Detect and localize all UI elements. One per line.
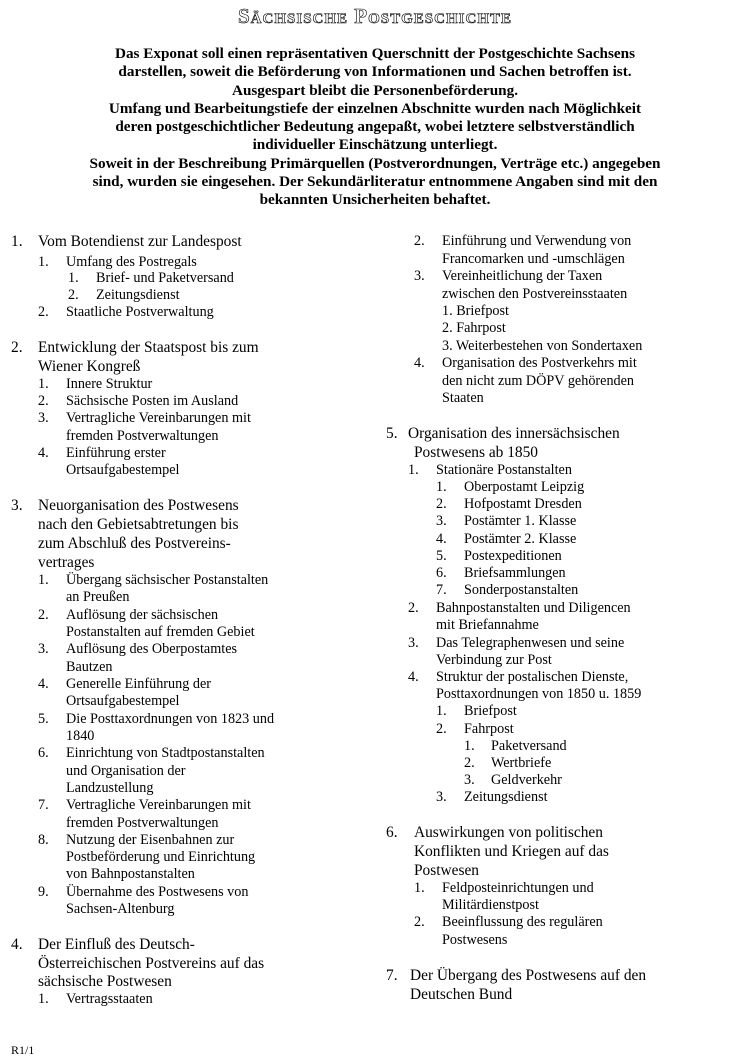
outline-item-number: 2. — [436, 721, 447, 737]
outline-item-number: 2. — [38, 607, 49, 623]
outline-section-heading: Konflikten und Kriegen auf das — [414, 843, 609, 860]
outline-item-number: 8. — [38, 832, 49, 848]
outline-section-heading: zum Abschluß des Postvereins- — [38, 535, 231, 552]
outline-subsection-item: Sachsen-Altenburg — [66, 901, 175, 917]
outline-item-number: 2. — [408, 600, 419, 616]
outline-item-number: 1. — [68, 270, 79, 286]
outline-item-number: 3. — [436, 789, 447, 805]
outline-section-heading: Der Einfluß des Deutsch- — [38, 936, 195, 953]
intro-paragraph — [0, 45, 750, 210]
outline-section-heading: Entwicklung der Staatspost bis zum — [38, 339, 259, 356]
outline-item-number: 3. — [464, 772, 475, 788]
page-title: Sächsische Postgeschichte — [238, 4, 512, 28]
outline-subsection-item: Struktur der postalischen Dienste, — [436, 669, 629, 685]
outline-subsection-item: Übergang sächsischer Postanstalten — [66, 572, 269, 588]
outline-item-number: 1. — [464, 738, 475, 754]
outline-subsection-item: Briefsammlungen — [464, 565, 566, 581]
outline-subsection-item: Francomarken und -umschlägen — [442, 251, 625, 267]
outline-subsection-item: 2. Fahrpost — [442, 320, 506, 336]
outline-subsection-item: Umfang des Postregals — [66, 254, 197, 270]
outline-item-number: 1. — [11, 233, 23, 250]
outline-item-number: 1. — [38, 376, 49, 392]
outline-subsection-item: von Bahnpostanstalten — [66, 866, 195, 882]
outline-subsection-item: Wertbriefe — [491, 755, 552, 771]
outline-item-number: 5. — [386, 425, 398, 442]
outline-item-number: 9. — [38, 884, 49, 900]
outline-subsection-item: Bahnpostanstalten und Diligencen — [436, 600, 631, 616]
outline-subsection-item: Verbindung zur Post — [436, 652, 552, 668]
outline-subsection-item: Sächsische Posten im Ausland — [66, 393, 239, 409]
outline-item-number: 1. — [436, 703, 447, 719]
outline-subsection-item: an Preußen — [66, 589, 130, 605]
outline-subsection-item: fremden Postverwaltungen — [66, 815, 219, 831]
outline-item-number: 2. — [11, 339, 23, 356]
outline-item-number: 4. — [408, 669, 419, 685]
outline-item-number: 3. — [436, 513, 447, 529]
outline-item-number: 7. — [38, 797, 49, 813]
outline-item-number: 7. — [386, 967, 398, 984]
outline-subsection-item: Zeitungsdienst — [464, 789, 548, 805]
outline-subsection-item: Briefpost — [464, 703, 517, 719]
outline-subsection-item: Postexpeditionen — [464, 548, 562, 564]
intro-line: darstellen, soweit die Beförderung von Informationen und Sachen betroffen ist. — [118, 63, 632, 81]
outline-section-heading: Auswirkungen von politischen — [414, 824, 603, 841]
outline-subsection-item: Paketversand — [491, 738, 567, 754]
outline-item-number: 3. — [38, 641, 49, 657]
outline-item-number: 2. — [464, 755, 475, 771]
outline-subsection-item: Staaten — [442, 390, 484, 406]
outline-item-number: 4. — [436, 531, 447, 547]
outline-section-heading: Wiener Kongreß — [38, 358, 141, 375]
intro-line: individueller Einschätzung unterliegt. — [252, 136, 498, 154]
outline-section-heading: Österreichischen Postvereins auf das — [38, 955, 265, 972]
outline-subsection-item: Postämter 2. Klasse — [464, 531, 577, 547]
outline-subsection-item: Organisation des Postverkehrs mit — [442, 355, 637, 371]
page-reference: R1/1 — [11, 1043, 35, 1057]
intro-line: Soweit in der Beschreibung Primärquellen (Postverordnungen, Verträge etc.) angegeben — [89, 154, 661, 172]
outline-subsection-item: Landzustellung — [66, 780, 154, 796]
outline-subsection-item: zwischen den Postvereinsstaaten — [442, 286, 628, 302]
outline-item-number: 1. — [38, 572, 49, 588]
outline-subsection-item: Innere Struktur — [66, 376, 153, 392]
outline-subsection-item: 1. Briefpost — [442, 303, 509, 319]
outline-subsection-item: Brief- und Paketversand — [96, 270, 234, 286]
outline-subsection-item: Auflösung des Oberpostamtes — [66, 641, 238, 657]
outline-item-number: 6. — [386, 824, 398, 841]
outline-item-number: 4. — [11, 936, 23, 953]
outline-item-number: 3. — [408, 635, 419, 651]
outline-item-number: 4. — [38, 445, 49, 461]
outline-subsection-item: Militärdienstpost — [442, 897, 539, 913]
outline-section-heading: vertrages — [38, 554, 95, 571]
outline-subsection-item: Vertragsstaaten — [66, 991, 153, 1007]
outline-subsection-item: Posttaxordnungen von 1850 u. 1859 — [436, 686, 642, 702]
outline-subsection-item: Ortsaufgabestempel — [66, 462, 180, 478]
outline-section-heading: Der Übergang des Postwesens auf den — [410, 967, 647, 984]
outline-item-number: 3. — [38, 410, 49, 426]
outline-subsection-item: Auflösung der sächsischen — [66, 607, 219, 623]
outline-subsection-item: Einführung erster — [66, 445, 166, 461]
outline-item-number: 7. — [436, 582, 447, 598]
outline-item-number: 6. — [38, 745, 49, 761]
intro-line: bekannten Unsicherheiten behaftet. — [259, 191, 491, 209]
outline-section-heading: Neuorganisation des Postwesens — [38, 497, 239, 514]
outline-item-number: 1. — [408, 462, 419, 478]
outline-item-number: 1. — [436, 479, 447, 495]
outline-subsection-item: Generelle Einführung der — [66, 676, 211, 692]
outline-item-number: 4. — [38, 676, 49, 692]
outline-subsection-item: Hofpostamt Dresden — [464, 496, 582, 512]
outline-subsection-item: Staatliche Postverwaltung — [66, 304, 214, 320]
outline-item-number: 4. — [414, 355, 425, 371]
outline-section-heading: Vom Botendienst zur Landespost — [38, 233, 242, 250]
outline-item-number: 6. — [436, 565, 447, 581]
outline-subsection-item: Geldverkehr — [491, 772, 562, 788]
outline-subsection-item: Stationäre Postanstalten — [436, 462, 572, 478]
intro-line: deren postgeschichtlicher Bedeutung angepaßt, wobei letztere selbstverständlich — [115, 118, 635, 136]
outline-item-number: 2. — [68, 287, 79, 303]
outline-subsection-item: Sonderpostanstalten — [464, 582, 579, 598]
outline-subsection-item: Beeinflussung des regulären — [442, 914, 603, 930]
outline-item-number: 3. — [414, 268, 425, 284]
outline-item-number: 3. — [11, 497, 23, 514]
outline-section-heading: nach den Gebietsabtretungen bis — [38, 516, 239, 533]
outline-item-number: 1. — [38, 254, 49, 270]
intro-line: Das Exponat soll einen repräsentativen Querschnitt der Postgeschichte Sachsens — [114, 45, 636, 62]
outline-item-number: 2. — [38, 304, 49, 320]
outline-subsection-item: Postämter 1. Klasse — [464, 513, 577, 529]
outline-subsection-item: Vereinheitlichung der Taxen — [442, 268, 603, 284]
outline-subsection-item: und Organisation der — [66, 763, 186, 779]
outline-subsection-item: Vertragliche Vereinbarungen mit — [66, 797, 251, 813]
outline-item-number: 5. — [436, 548, 447, 564]
outline-subsection-item: fremden Postverwaltungen — [66, 428, 219, 444]
outline-subsection-item: Oberpostamt Leipzig — [464, 479, 585, 495]
outline-subsection-item: Das Telegraphenwesen und seine — [436, 635, 625, 651]
outline-subsection-item: Postanstalten auf fremden Gebiet — [66, 624, 255, 640]
intro-line: Umfang und Bearbeitungstiefe der einzelnen Abschnitte wurden nach Möglichkeit — [108, 99, 642, 117]
outline-subsection-item: Übernahme des Postwesens von — [66, 884, 249, 900]
outline-item-number: 1. — [414, 880, 425, 896]
outline-item-number: 5. — [38, 711, 49, 727]
outline-subsection-item: Einführung und Verwendung von — [442, 233, 632, 249]
intro-line: sind, wurden sie eingesehen. Der Sekundärliteratur entnommene Angaben sind mit den — [92, 173, 658, 191]
outline-subsection-item: Zeitungsdienst — [96, 287, 180, 303]
outline-subsection-item: Ortsaufgabestempel — [66, 693, 180, 709]
outline-section-heading: Postwesens ab 1850 — [414, 444, 538, 461]
outline-subsection-item: Postwesens — [442, 932, 508, 948]
outline-subsection-item: 1840 — [66, 728, 95, 744]
intro-line: Ausgespart bleibt die Personenbeförderung. — [231, 81, 519, 99]
outline-section-heading: Organisation des innersächsischen — [408, 425, 620, 442]
outline-subsection-item: Bautzen — [66, 659, 113, 675]
outline-subsection-item: 3. Weiterbestehen von Sondertaxen — [442, 338, 643, 354]
outline-item-number: 2. — [414, 914, 425, 930]
outline-subsection-item: Die Posttaxordnungen von 1823 und — [66, 711, 275, 727]
outline-subsection-item: Einrichtung von Stadtpostanstalten — [66, 745, 265, 761]
outline-subsection-item: Vertragliche Vereinbarungen mit — [66, 410, 251, 426]
outline-item-number: 2. — [414, 233, 425, 249]
outline-subsection-item: Postbeförderung und Einrichtung — [66, 849, 256, 865]
outline-subsection-item: mit Briefannahme — [436, 617, 539, 633]
outline-section-heading: Deutschen Bund — [410, 986, 513, 1003]
outline-item-number: 1. — [38, 991, 49, 1007]
outline-item-number: 2. — [38, 393, 49, 409]
outline-subsection-item: Feldposteinrichtungen und — [442, 880, 594, 896]
outline-subsection-item: Nutzung der Eisenbahnen zur — [66, 832, 235, 848]
outline-item-number: 2. — [436, 496, 447, 512]
outline-subsection-item: den nicht zum DÖPV gehörenden — [442, 373, 635, 389]
outline-section-heading: Postwesen — [414, 862, 479, 879]
outline-section-heading: sächsische Postwesen — [38, 973, 172, 990]
outline-subsection-item: Fahrpost — [464, 721, 514, 737]
